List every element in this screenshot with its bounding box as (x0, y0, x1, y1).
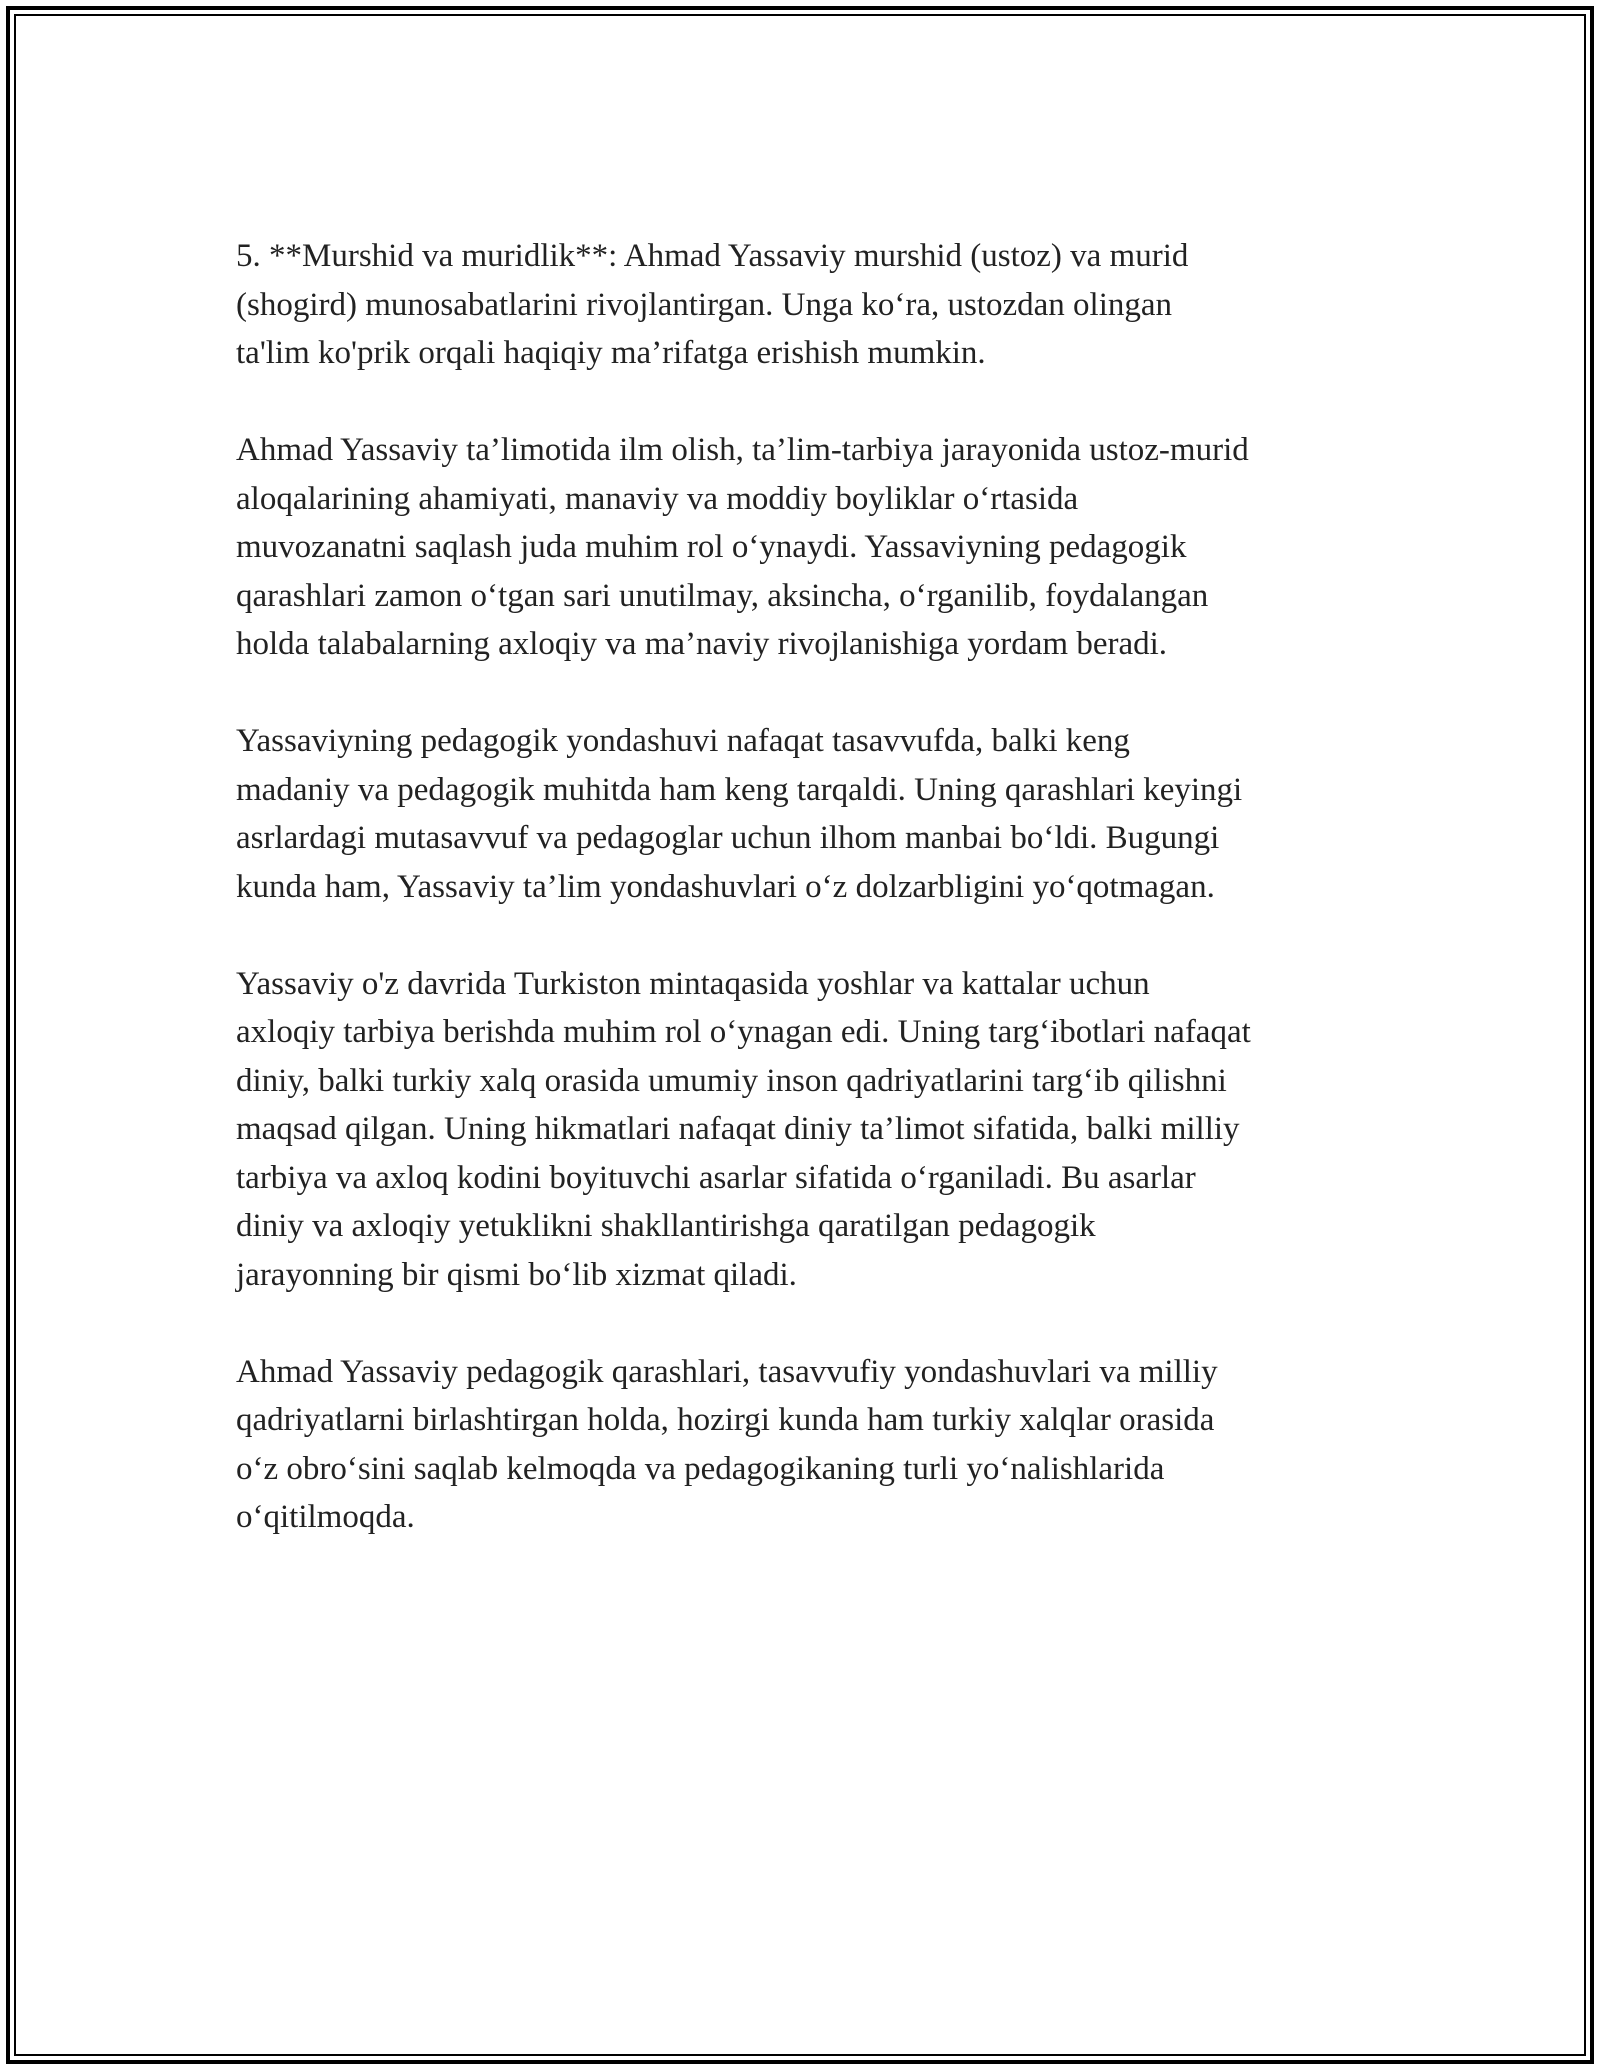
text-line: o‘qitilmoqda. (236, 1499, 415, 1535)
document-body (236, 232, 1396, 1590)
text-line: tarbiya va axloq kodini boyituvchi asarlar sifatida o‘rganiladi. Bu asarlar (236, 1159, 1196, 1196)
paragraph-xulosa (236, 1348, 1396, 1542)
text-line: diniy, balki turkiy xalq orasida umumiy inson qadriyatlarini targ‘ib qilishni (236, 1062, 1227, 1099)
paragraph-talimot (236, 426, 1396, 669)
paragraph-yondashuv (236, 717, 1396, 911)
text-line: jarayonning bir qismi bo‘lib xizmat qiladi. (236, 1256, 797, 1293)
paragraph-turkiston (236, 960, 1396, 1300)
text-line: Yassaviyning pedagogik yondashuvi nafaqat tasavvufda, balki keng (236, 723, 1130, 759)
text-line: aloqalarining ahamiyati, manaviy va moddiy boyliklar o‘rtasida (236, 480, 1079, 517)
text-line: Ahmad Yassaviy pedagogik qarashlari, tasavvufiy yondashuvlari va milliy (236, 1353, 1218, 1390)
text-line: asrlardagi mutasavvuf va pedagoglar uchun ilhom manbai bo‘ldi. Bugungi (236, 820, 1220, 856)
text-line: kunda ham, Yassaviy ta’lim yondashuvlari o‘z dolzarbligini yo‘qotmagan. (236, 868, 1215, 905)
text-line: madaniy va pedagogik muhitda ham keng tarqaldi. Uning qarashlari keyingi (236, 771, 1243, 808)
text-line: muvozanatni saqlash juda muhim rol o‘ynaydi. Yassaviyning pedagogik (236, 529, 1187, 565)
text-line: (shogird) munosabatlarini rivojlantirgan. Unga ko‘ra, ustozdan olingan (236, 286, 1173, 323)
text-line: o‘z obro‘sini saqlab kelmoqda va pedagogikaning turli yo‘nalishlarida (236, 1450, 1165, 1487)
text-line: qadriyatlarni birlashtirgan holda, hozirgi kunda ham turkiy xalqlar orasida (236, 1402, 1215, 1438)
text-line: qarashlari zamon o‘tgan sari unutilmay, aksincha, o‘rganilib, foydalangan (236, 577, 1209, 614)
text-line: 5. **Murshid va muridlik**: Ahmad Yassaviy murshid (ustoz) va murid (236, 238, 1189, 274)
text-line: holda talabalarning axloqiy va ma’naviy rivojlanishiga yordam beradi. (236, 626, 1168, 662)
text-line: maqsad qilgan. Uning hikmatlari nafaqat diniy ta’limot sifatida, balki milliy (236, 1111, 1240, 1147)
paragraph-murshid-muridlik (236, 232, 1396, 378)
text-line: diniy va axloqiy yetuklikni shakllantirishga qaratilgan pedagogik (236, 1208, 1096, 1244)
text-line: ta'lim ko'prik orqali haqiqiy ma’rifatga erishish mumkin. (236, 335, 986, 371)
text-line: Yassaviy o'z davrida Turkiston mintaqasida yoshlar va kattalar uchun (236, 965, 1150, 1002)
text-line: axloqiy tarbiya berishda muhim rol o‘ynagan edi. Uning targ‘ibotlari nafaqat (236, 1014, 1251, 1050)
text-line: Ahmad Yassaviy ta’limotida ilm olish, ta’lim-tarbiya jarayonida ustoz-murid (236, 432, 1249, 468)
